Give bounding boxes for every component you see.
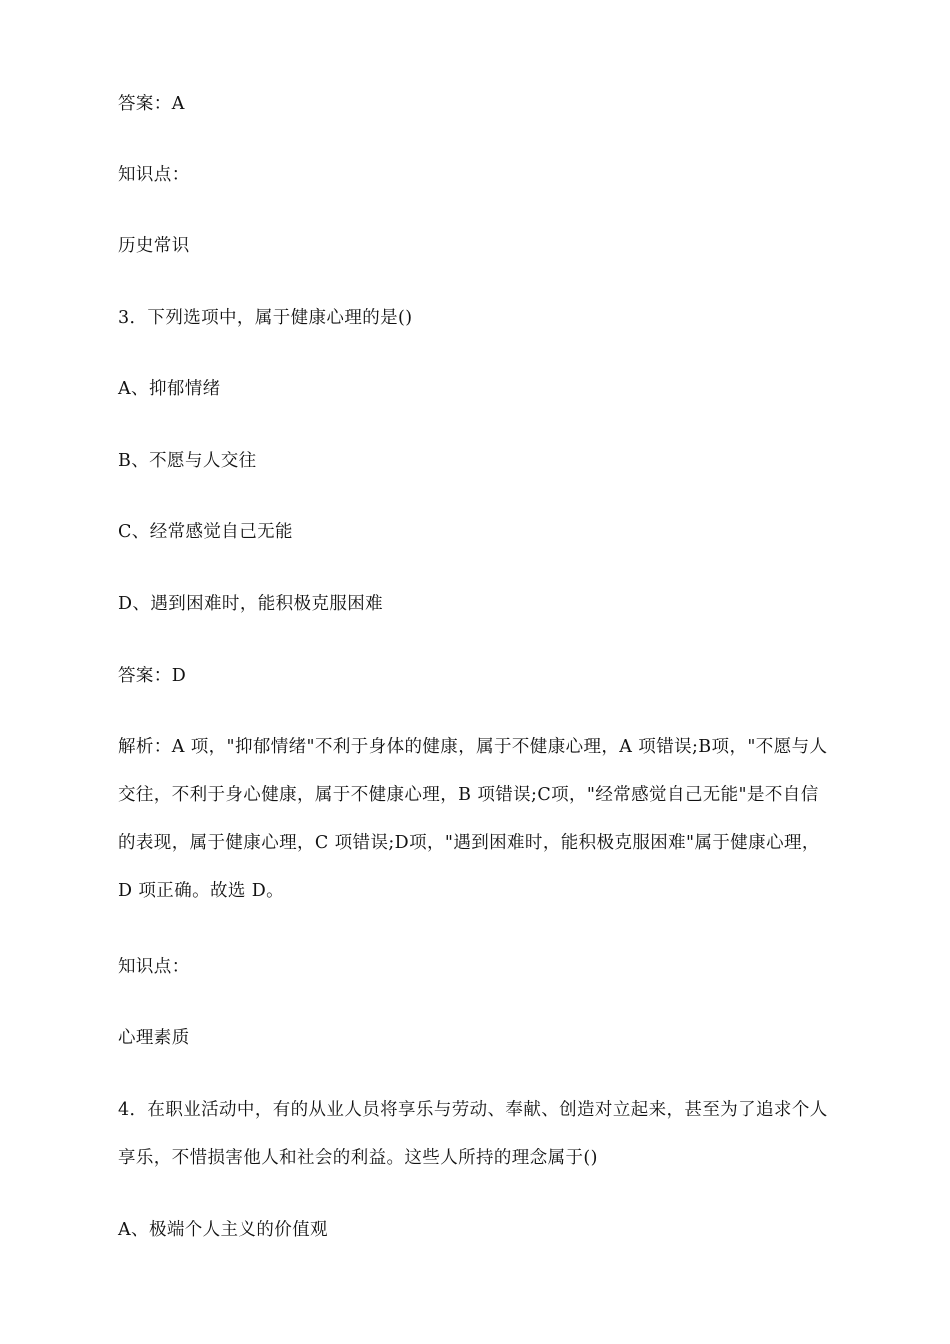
- knowledge-point-label-2: 知识点：: [118, 165, 190, 185]
- question-4-option-a: A、极端个人主义的价值观: [118, 1220, 328, 1240]
- question-3-explanation: 解析：A 项，"抑郁情绪"不利于身体的健康，属于不健康心理，A 项错误;B项，"不愿与人交往，不利于身心健康，属于不健康心理，B 项错误;C项，"经常感觉自己无能"是不自信的表现，属于健康心理，C 项错误;D项，"遇到困难时，能积极克服困难"属于健康心理，D 项正确。故选 D。: [118, 737, 828, 901]
- knowledge-point-value-3: 心理素质: [118, 1028, 190, 1048]
- question-3-option-c: C、经常感觉自己无能: [118, 522, 293, 542]
- knowledge-point-label-3: 知识点：: [118, 957, 190, 977]
- question-3-answer: 答案：D: [118, 666, 187, 686]
- question-3-option-b: B、不愿与人交往: [118, 451, 257, 471]
- answer-line-2: 答案：A: [118, 94, 185, 114]
- question-3-option-a: A、抑郁情绪: [118, 379, 221, 399]
- question-3-option-d: D、遇到困难时，能积极克服困难: [118, 594, 384, 614]
- knowledge-point-value-2: 历史常识: [118, 236, 190, 256]
- question-3-stem: 3．下列选项中，属于健康心理的是(): [118, 308, 413, 328]
- question-4-stem: 4．在职业活动中，有的从业人员将享乐与劳动、奉献、创造对立起来，甚至为了追求个人享乐，不惜损害他人和社会的利益。这些人所持的理念属于(): [118, 1100, 828, 1168]
